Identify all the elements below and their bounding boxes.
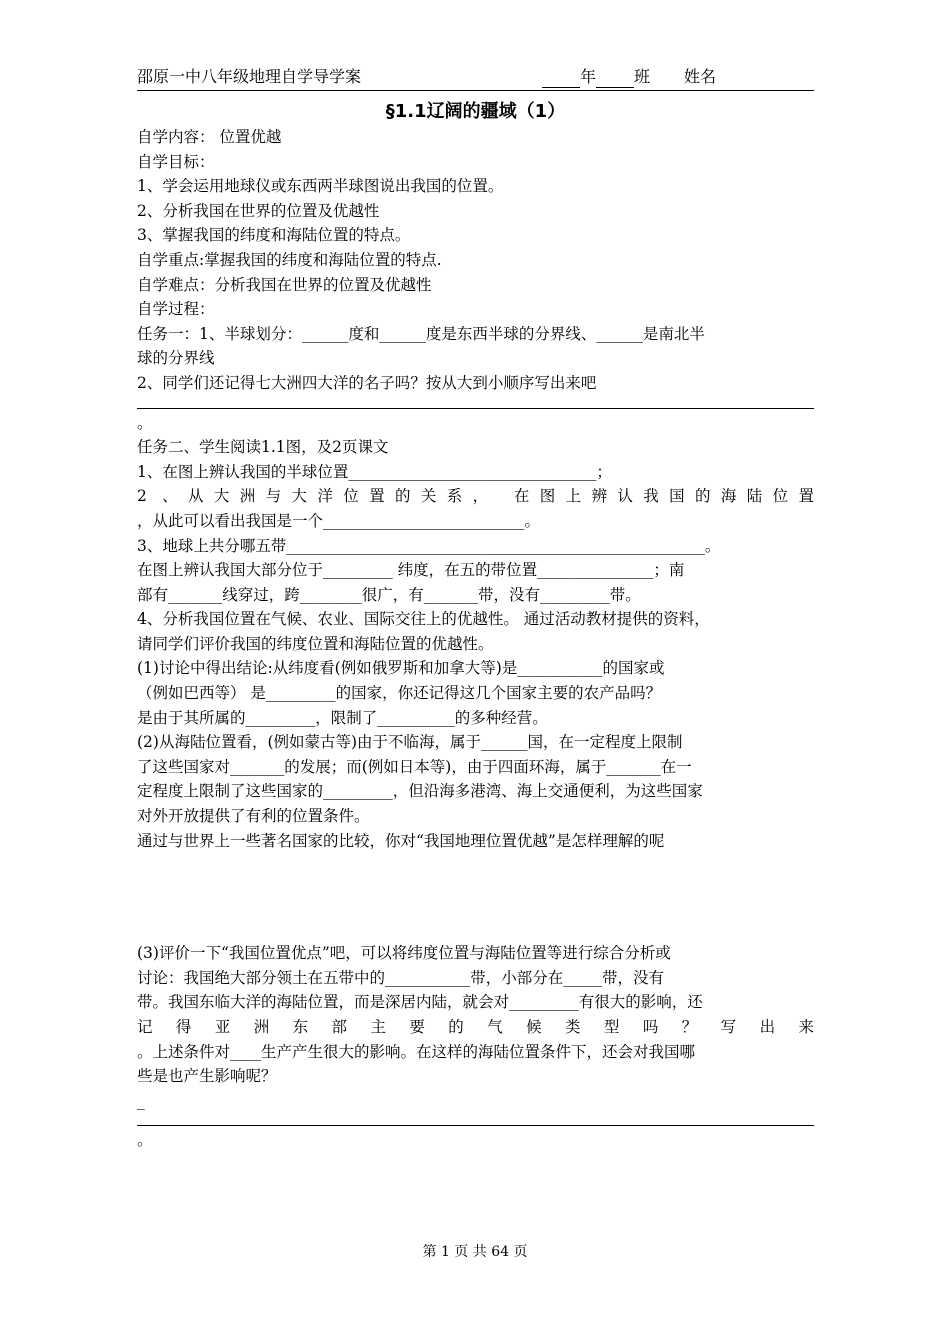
text-line: 。 (137, 1131, 153, 1150)
text-line: (1)讨论中得出结论:从纬度看(例如俄罗斯和加拿大等)是___________的国家或 (137, 659, 665, 678)
text-line: 自学内容： 位置优越 (137, 128, 282, 146)
document-body (137, 125, 814, 1153)
school-title: 邵原一中八年级地理自学导学案 (137, 67, 362, 86)
text-line: （例如巴西等） 是_________的国家，你还记得这几个国家主要的农产品吗？ (137, 684, 662, 703)
text-line: 球的分界线 (137, 349, 215, 368)
grade-label: 年 (579, 67, 596, 86)
text-line: 讨论：我国绝大部分领土在五带中的___________带，小部分在_____带，没有 (137, 968, 665, 987)
page-header (137, 62, 814, 91)
text-line: 2 、从大洲与大洋位置的关系， 在图上辨认我国的海陆位置 (137, 487, 814, 506)
text-line: 任务一：1、半球划分：______度和______度是东西半球的分界线、______是南北半 (137, 324, 705, 343)
page-footer: 第 1 页 共 64 页 (422, 1244, 528, 1260)
text-line: 记得亚洲东部主要的气候类型吗？写出来 (137, 1018, 814, 1036)
text-line: 。 (137, 413, 153, 432)
text-line: 是由于其所属的_________，限制了__________的多种经营。 (137, 708, 548, 727)
text-line: 些是也产生影响呢？ (137, 1067, 277, 1086)
text-line: _ (137, 1091, 145, 1110)
grade-blank[interactable] (542, 69, 580, 88)
text-line: 任务二、学生阅读1.1图，及2页课文 (137, 438, 389, 457)
text-line: 3、地球上共分哪五带______________________________________________________。 (137, 536, 721, 555)
text-line: 1、学会运用地球仪或东西两半球图说出我国的位置。 (137, 177, 504, 196)
text-line: 定程度上限制了这些国家的_________，但沿海多港湾、海上交通便利，为这些国家 (137, 782, 703, 801)
class-label: 班 (633, 67, 650, 86)
answer-line[interactable] (137, 1113, 814, 1126)
text-line: 自学目标： (137, 152, 215, 171)
text-line: 自学过程： (137, 300, 215, 319)
student-info (542, 66, 814, 88)
text-line: 2、分析我国在世界的位置及优越性 (137, 201, 380, 220)
text-line: 。上述条件对____生产产生很大的影响。在这样的海陆位置条件下，还会对我国哪 (137, 1042, 696, 1061)
text-line: 了这些国家对_______的发展；而(例如日本等)，由于四面环海，属于_______在一 (137, 757, 692, 776)
text-line: 部有_______线穿过，跨________很广，有_______带，没有_________带。 (137, 585, 641, 604)
class-blank[interactable] (596, 69, 634, 88)
text-line: ，从此可以看出我国是一个__________________________。 (137, 511, 541, 530)
document-page (137, 62, 814, 1153)
text-line: (3)评价一下“我国位置优点”吧，可以将纬度位置与海陆位置等进行综合分析或 (137, 944, 671, 963)
text-line: (2)从海陆位置看，(例如蒙古等)由于不临海，属于______国，在一定程度上限制 (137, 733, 683, 752)
text-line: 带。我国东临大洋的海陆位置，而是深居内陆，就会对_________有很大的影响，还 (137, 993, 703, 1012)
text-line: 请同学们评价我国的纬度位置和海陆位置的优越性。 (137, 634, 494, 653)
answer-space[interactable] (137, 853, 814, 941)
text-line: 对外开放提供了有利的位置条件。 (137, 807, 370, 826)
text-line: 在图上辨认我国大部分位于_________ 纬度，在五的带位置_______________；南 (137, 561, 685, 580)
text-line: 1、在图上辨认我国的半球位置________________________________； (137, 462, 612, 481)
page-title: §1.1辽阔的疆域（1） (385, 101, 566, 122)
text-line: 自学难点：分析我国在世界的位置及优越性 (137, 275, 432, 294)
text-line: 自学重点:掌握我国的纬度和海陆位置的特点. (137, 250, 442, 269)
text-line: 2、同学们还记得七大洲四大洋的名子吗？按从大到小顺序写出来吧 (137, 373, 597, 392)
answer-line[interactable] (137, 396, 814, 409)
text-line: 通过与世界上一些著名国家的比较，你对“我国地理位置优越”是怎样理解的呢 (137, 831, 665, 850)
name-label: 姓名 (683, 67, 716, 86)
text-line: 4、分析我国位置在气候、农业、国际交往上的优越性。 通过活动教材提供的资料， (137, 610, 710, 629)
text-line: 3、掌握我国的纬度和海陆位置的特点。 (137, 226, 411, 245)
